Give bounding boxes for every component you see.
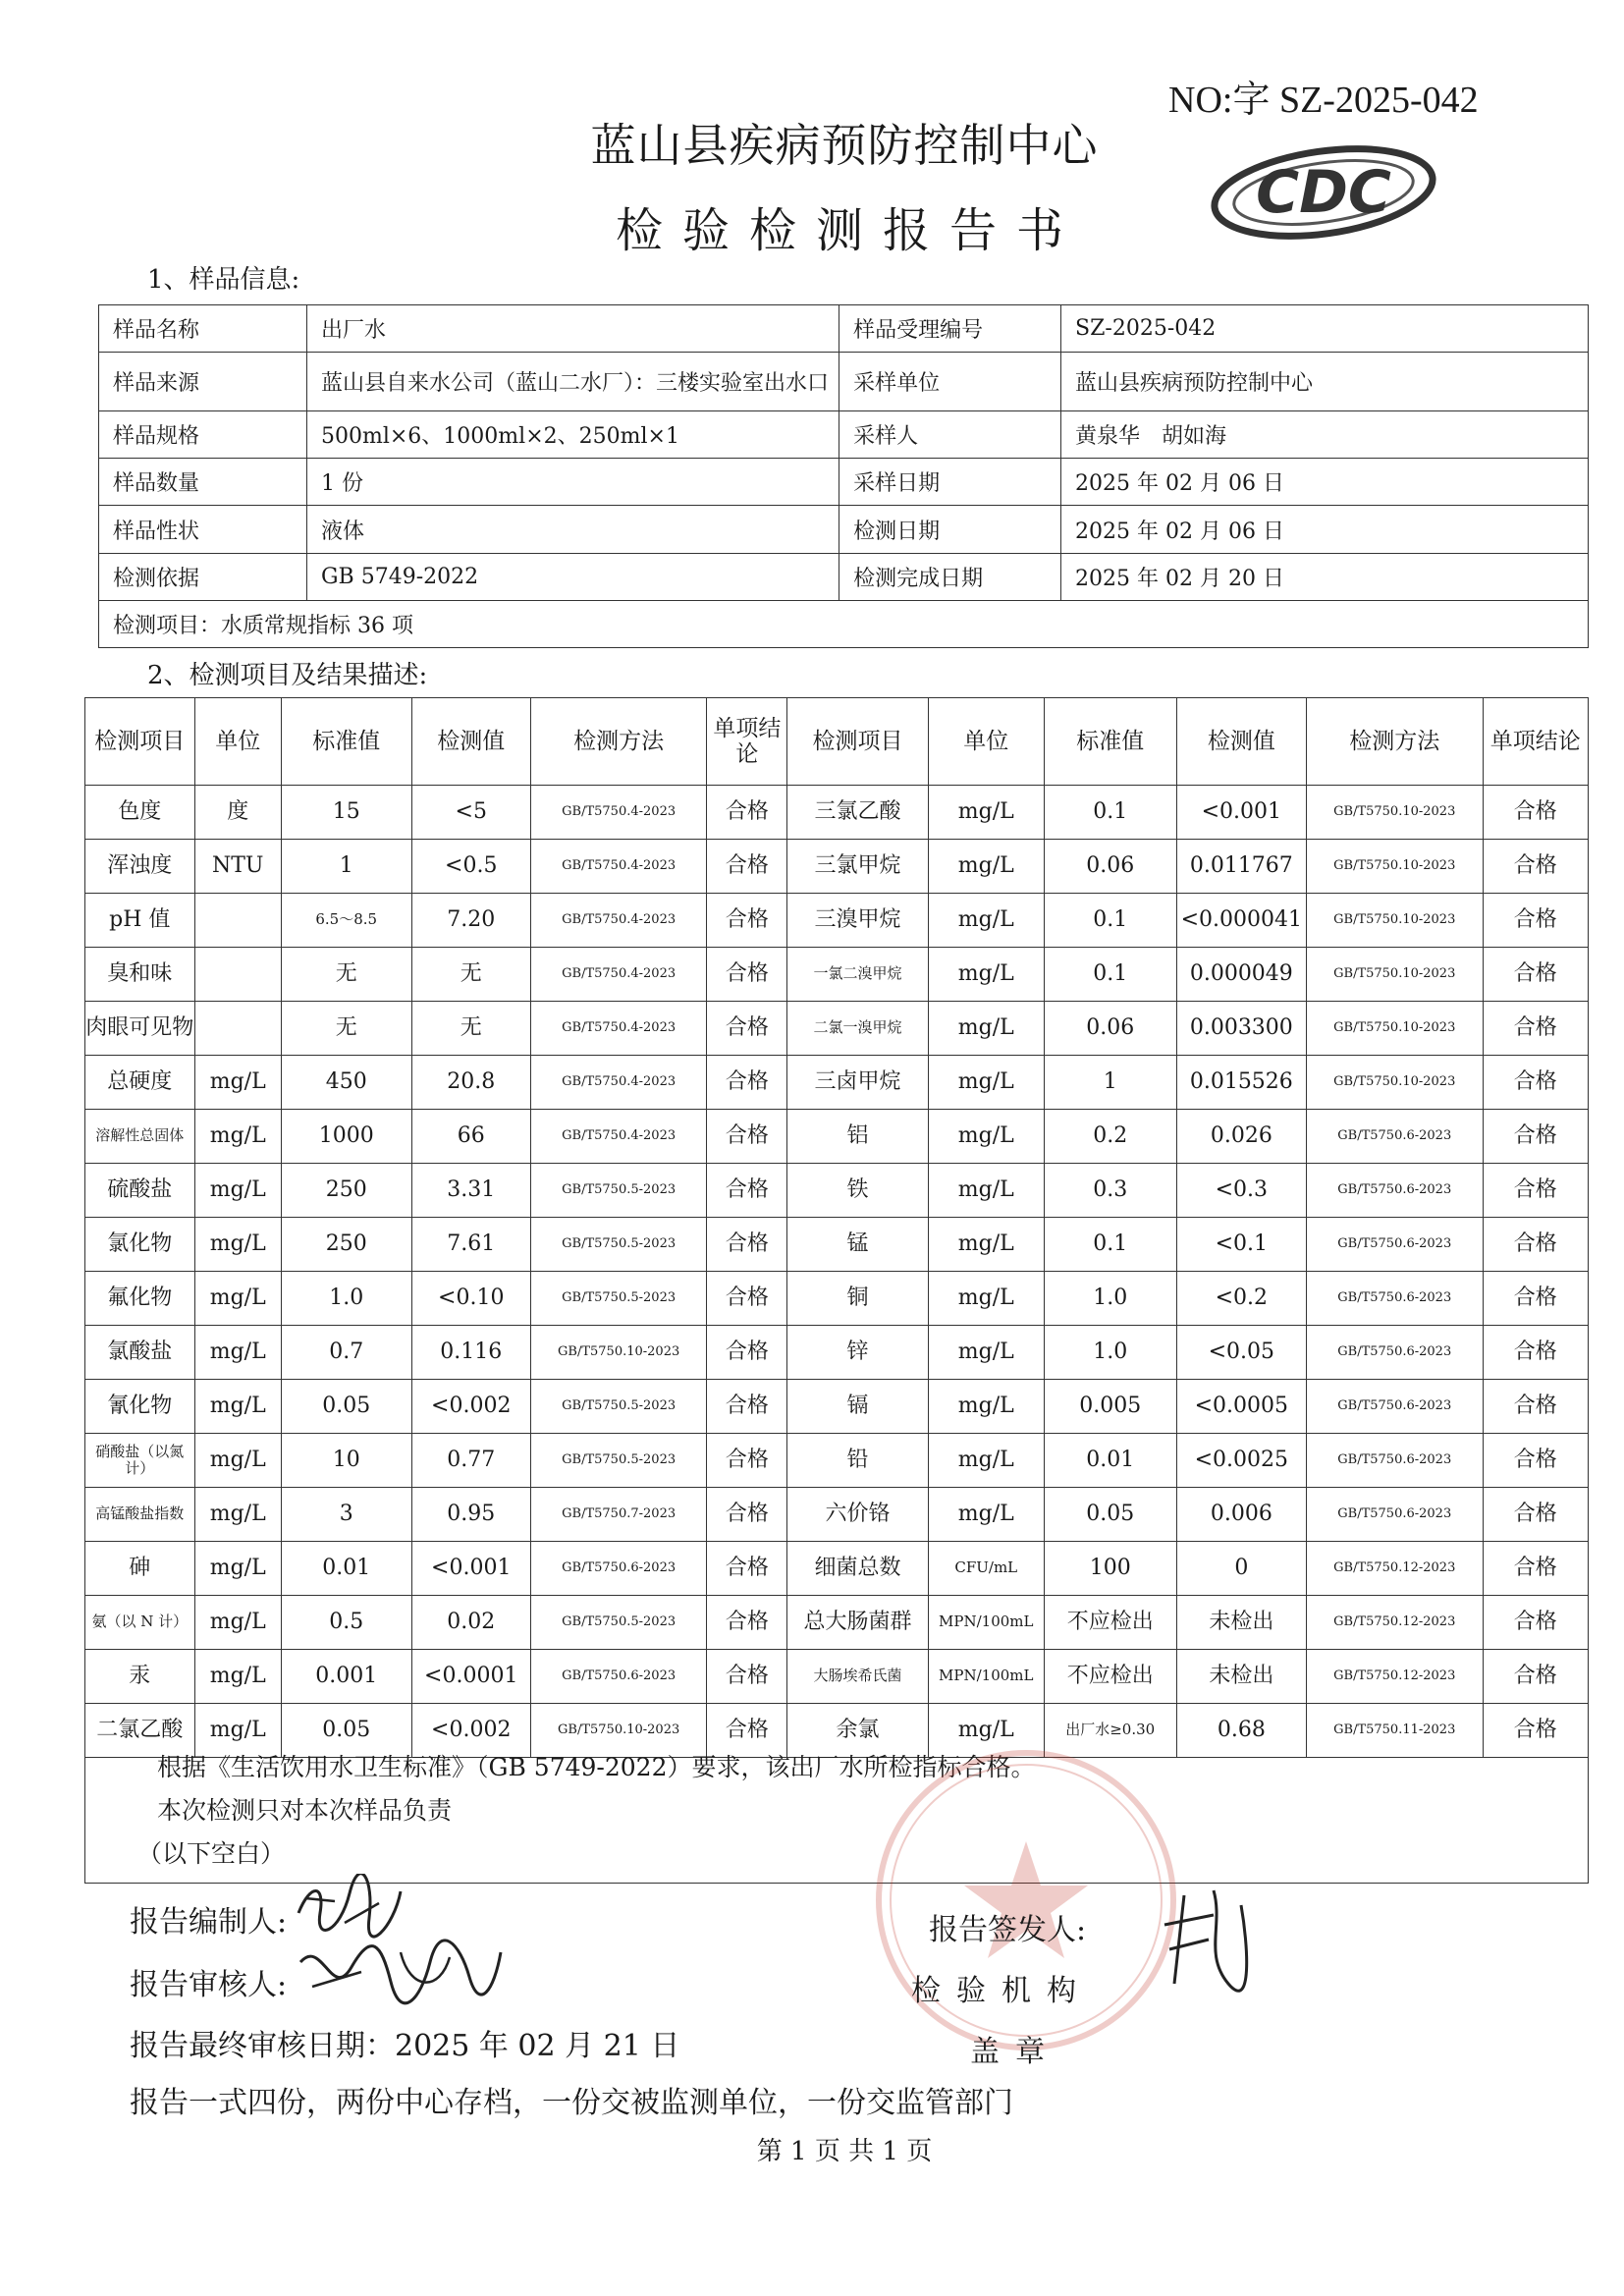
conclusion: 合格 <box>707 1542 787 1596</box>
item-name: 铝 <box>787 1110 928 1164</box>
item-name: 总硬度 <box>85 1056 195 1110</box>
test-method: GB/T5750.11-2023 <box>1306 1704 1483 1758</box>
standard-value: 0.01 <box>281 1542 411 1596</box>
unit: mg/L <box>928 1164 1044 1218</box>
info-value: 500ml×6、1000ml×2、250ml×1 <box>306 411 839 459</box>
measured-value: <0.002 <box>411 1704 530 1758</box>
column-header: 标准值 <box>281 698 411 786</box>
measured-value: 未检出 <box>1176 1596 1306 1650</box>
conclusion: 合格 <box>707 1650 787 1704</box>
info-label: 检测依据 <box>99 553 307 600</box>
unit: mg/L <box>194 1326 281 1380</box>
conclusion: 合格 <box>707 1272 787 1326</box>
standard-value: 450 <box>281 1056 411 1110</box>
table-row <box>85 948 1589 1002</box>
conclusion: 合格 <box>707 1488 787 1542</box>
conclusion: 合格 <box>1483 1488 1588 1542</box>
measured-value: 7.20 <box>411 894 530 948</box>
conclusion: 合格 <box>1483 948 1588 1002</box>
item-name: 三氯甲烷 <box>787 840 928 894</box>
item-name: 铜 <box>787 1272 928 1326</box>
item-name: 细菌总数 <box>787 1542 928 1596</box>
item-name: 锰 <box>787 1218 928 1272</box>
item-name: 氰化物 <box>85 1380 195 1434</box>
test-items-summary: 检测项目：水质常规指标 36 项 <box>99 600 1589 647</box>
issuer-signature <box>1155 1886 1253 1994</box>
info-value: 出厂水 <box>306 305 839 353</box>
table-row <box>85 1650 1589 1704</box>
test-method: GB/T5750.10-2023 <box>530 1326 707 1380</box>
standard-value: 0.1 <box>1044 894 1176 948</box>
unit: mg/L <box>194 1704 281 1758</box>
test-method: GB/T5750.12-2023 <box>1306 1596 1483 1650</box>
unit: CFU/mL <box>928 1542 1044 1596</box>
conclusion: 合格 <box>707 1056 787 1110</box>
info-value: 1 份 <box>306 459 839 506</box>
conclusion: 合格 <box>707 1704 787 1758</box>
conclusion: 合格 <box>707 786 787 840</box>
test-method: GB/T5750.6-2023 <box>1306 1218 1483 1272</box>
unit: mg/L <box>194 1164 281 1218</box>
standard-value: 1 <box>1044 1056 1176 1110</box>
measured-value: <0.05 <box>1176 1326 1306 1380</box>
info-label: 采样单位 <box>839 353 1061 411</box>
test-method: GB/T5750.5-2023 <box>530 1272 707 1326</box>
unit: mg/L <box>194 1272 281 1326</box>
test-method: GB/T5750.10-2023 <box>1306 840 1483 894</box>
item-name: 氯化物 <box>85 1218 195 1272</box>
table-row <box>85 1110 1589 1164</box>
info-label: 样品数量 <box>99 459 307 506</box>
measured-value: 0 <box>1176 1542 1306 1596</box>
conclusion: 合格 <box>1483 1542 1588 1596</box>
test-method: GB/T5750.12-2023 <box>1306 1542 1483 1596</box>
measured-value: 无 <box>411 948 530 1002</box>
standard-value: 1.0 <box>1044 1272 1176 1326</box>
test-method: GB/T5750.4-2023 <box>530 948 707 1002</box>
item-name: 砷 <box>85 1542 195 1596</box>
table-row <box>85 840 1589 894</box>
measured-value: 0.68 <box>1176 1704 1306 1758</box>
unit: mg/L <box>928 1434 1044 1488</box>
test-method: GB/T5750.6-2023 <box>1306 1164 1483 1218</box>
conclusion: 合格 <box>707 1164 787 1218</box>
test-method: GB/T5750.5-2023 <box>530 1596 707 1650</box>
measured-value: 0.003300 <box>1176 1002 1306 1056</box>
conclusion: 合格 <box>1483 1326 1588 1380</box>
unit: mg/L <box>928 1110 1044 1164</box>
unit: 度 <box>194 786 281 840</box>
measured-value: 7.61 <box>411 1218 530 1272</box>
item-name: 氨（以 N 计） <box>85 1596 195 1650</box>
standard-value: 0.05 <box>1044 1488 1176 1542</box>
measured-value: 3.31 <box>411 1164 530 1218</box>
unit <box>194 894 281 948</box>
column-header: 单位 <box>928 698 1044 786</box>
test-method: GB/T5750.10-2023 <box>1306 1002 1483 1056</box>
unit <box>194 1002 281 1056</box>
unit: mg/L <box>194 1110 281 1164</box>
info-value: 2025 年 02 月 06 日 <box>1061 459 1589 506</box>
test-method: GB/T5750.10-2023 <box>530 1704 707 1758</box>
item-name: 三氯乙酸 <box>787 786 928 840</box>
standard-value: 3 <box>281 1488 411 1542</box>
unit <box>194 948 281 1002</box>
unit: mg/L <box>928 1218 1044 1272</box>
standard-value: 10 <box>281 1434 411 1488</box>
measured-value: <0.0025 <box>1176 1434 1306 1488</box>
unit: mg/L <box>194 1488 281 1542</box>
table-row <box>85 1434 1589 1488</box>
measured-value: 0.011767 <box>1176 840 1306 894</box>
standard-value: 250 <box>281 1218 411 1272</box>
standard-value: 0.5 <box>281 1596 411 1650</box>
measured-value: <0.10 <box>411 1272 530 1326</box>
measured-value: <0.1 <box>1176 1218 1306 1272</box>
test-method: GB/T5750.7-2023 <box>530 1488 707 1542</box>
table-row <box>85 1380 1589 1434</box>
test-method: GB/T5750.6-2023 <box>1306 1110 1483 1164</box>
measured-value: <0.0001 <box>411 1650 530 1704</box>
column-header: 标准值 <box>1044 698 1176 786</box>
column-header: 单项结论 <box>1483 698 1588 786</box>
conclusion: 合格 <box>1483 1218 1588 1272</box>
unit: mg/L <box>928 840 1044 894</box>
standard-value: 0.2 <box>1044 1110 1176 1164</box>
column-header: 检测值 <box>411 698 530 786</box>
info-label: 样品名称 <box>99 305 307 353</box>
standard-value: 0.01 <box>1044 1434 1176 1488</box>
column-header: 检测值 <box>1176 698 1306 786</box>
conclusion: 合格 <box>1483 1002 1588 1056</box>
test-method: GB/T5750.6-2023 <box>530 1542 707 1596</box>
item-name: 硫酸盐 <box>85 1164 195 1218</box>
standard-value: 100 <box>1044 1542 1176 1596</box>
item-name: 色度 <box>85 786 195 840</box>
table-row <box>85 786 1589 840</box>
info-value: SZ-2025-042 <box>1061 305 1589 353</box>
page-number: 第 1 页 共 1 页 <box>756 2137 933 2166</box>
item-name: 浑浊度 <box>85 840 195 894</box>
unit: mg/L <box>928 894 1044 948</box>
info-label: 采样日期 <box>839 459 1061 506</box>
standard-value: 250 <box>281 1164 411 1218</box>
item-name: 氯酸盐 <box>85 1326 195 1380</box>
table-row <box>85 1272 1589 1326</box>
info-label: 采样人 <box>839 411 1061 459</box>
measured-value: 未检出 <box>1176 1650 1306 1704</box>
conclusion: 合格 <box>1483 1434 1588 1488</box>
column-header: 检测方法 <box>530 698 707 786</box>
item-name: 一氯二溴甲烷 <box>787 948 928 1002</box>
item-name: 溶解性总固体 <box>85 1110 195 1164</box>
item-name: 铅 <box>787 1434 928 1488</box>
conclusion: 合格 <box>1483 1164 1588 1218</box>
test-method: GB/T5750.4-2023 <box>530 1110 707 1164</box>
item-name: 锌 <box>787 1326 928 1380</box>
measured-value: 0.000049 <box>1176 948 1306 1002</box>
item-name: 氟化物 <box>85 1272 195 1326</box>
measured-value: 无 <box>411 1002 530 1056</box>
standard-value: 1000 <box>281 1110 411 1164</box>
measured-value: 0.116 <box>411 1326 530 1380</box>
sample-info-row <box>99 353 1589 411</box>
reviewer-signature <box>293 1933 509 2011</box>
standard-value: 出厂水≥0.30 <box>1044 1704 1176 1758</box>
table-row <box>85 894 1589 948</box>
test-method: GB/T5750.6-2023 <box>1306 1488 1483 1542</box>
cdc-logo <box>1206 136 1441 244</box>
column-header: 单项结论 <box>707 698 787 786</box>
standard-value: 1 <box>281 840 411 894</box>
measured-value: 0.006 <box>1176 1488 1306 1542</box>
unit: mg/L <box>928 1704 1044 1758</box>
measured-value: <0.001 <box>1176 786 1306 840</box>
info-value: 液体 <box>306 506 839 553</box>
table-row <box>85 1596 1589 1650</box>
test-method: GB/T5750.4-2023 <box>530 840 707 894</box>
standard-value: 不应检出 <box>1044 1650 1176 1704</box>
unit: MPN/100mL <box>928 1596 1044 1650</box>
organization-name: 蓝山县疾病预防控制中心 <box>590 119 1099 172</box>
item-name: 二氯乙酸 <box>85 1704 195 1758</box>
blank-below-note: （以下空白） <box>137 1839 286 1868</box>
conclusion-text: 根据《生活饮用水卫生标准》（GB 5749-2022）要求，该出厂水所检指标合格。 <box>157 1753 1036 1781</box>
item-name: pH 值 <box>85 894 195 948</box>
table-row <box>85 1542 1589 1596</box>
standard-value: 0.06 <box>1044 1002 1176 1056</box>
item-name: 臭和味 <box>85 948 195 1002</box>
item-name: 肉眼可见物 <box>85 1002 195 1056</box>
unit: mg/L <box>928 1380 1044 1434</box>
conclusion: 合格 <box>707 948 787 1002</box>
measured-value: 0.015526 <box>1176 1056 1306 1110</box>
sample-info-row <box>99 459 1589 506</box>
table-row <box>85 1218 1589 1272</box>
standard-value: 0.1 <box>1044 1218 1176 1272</box>
info-value: 蓝山县疾病预防控制中心 <box>1061 353 1589 411</box>
unit: mg/L <box>194 1650 281 1704</box>
standard-value: 0.005 <box>1044 1380 1176 1434</box>
measured-value: <0.002 <box>411 1380 530 1434</box>
conclusion: 合格 <box>1483 1650 1588 1704</box>
standard-value: 0.05 <box>281 1380 411 1434</box>
test-method: GB/T5750.10-2023 <box>1306 786 1483 840</box>
column-header: 单位 <box>194 698 281 786</box>
unit: mg/L <box>928 1326 1044 1380</box>
standard-value: 0.06 <box>1044 840 1176 894</box>
info-label: 样品规格 <box>99 411 307 459</box>
info-label: 样品性状 <box>99 506 307 553</box>
info-label: 检测完成日期 <box>839 553 1061 600</box>
item-name: 总大肠菌群 <box>787 1596 928 1650</box>
conclusion: 合格 <box>707 1110 787 1164</box>
conclusion: 合格 <box>707 1326 787 1380</box>
measured-value: <0.5 <box>411 840 530 894</box>
conclusion: 合格 <box>1483 1056 1588 1110</box>
standard-value: 0.05 <box>281 1704 411 1758</box>
test-method: GB/T5750.10-2023 <box>1306 1056 1483 1110</box>
conclusion: 合格 <box>707 840 787 894</box>
table-row <box>85 1056 1589 1110</box>
conclusion: 合格 <box>1483 840 1588 894</box>
test-method: GB/T5750.4-2023 <box>530 894 707 948</box>
conclusion: 合格 <box>707 894 787 948</box>
sample-info-row <box>99 506 1589 553</box>
test-method: GB/T5750.6-2023 <box>1306 1272 1483 1326</box>
item-name: 铁 <box>787 1164 928 1218</box>
standard-value: 0.7 <box>281 1326 411 1380</box>
official-seal-stamp <box>864 1738 1188 2062</box>
column-header: 检测项目 <box>85 698 195 786</box>
unit: mg/L <box>194 1380 281 1434</box>
item-name: 汞 <box>85 1650 195 1704</box>
item-name: 镉 <box>787 1380 928 1434</box>
item-name: 大肠埃希氏菌 <box>787 1650 928 1704</box>
standard-value: 1.0 <box>1044 1326 1176 1380</box>
conclusion: 合格 <box>1483 1272 1588 1326</box>
test-method: GB/T5750.5-2023 <box>530 1380 707 1434</box>
measured-value: <0.001 <box>411 1542 530 1596</box>
table-row <box>85 1488 1589 1542</box>
sample-info-table <box>98 304 1589 648</box>
info-value: 蓝山县自来水公司（蓝山二水厂）：三楼实验室出水口 <box>306 353 839 411</box>
measured-value: <0.0005 <box>1176 1380 1306 1434</box>
measured-value: 0.95 <box>411 1488 530 1542</box>
test-method: GB/T5750.12-2023 <box>1306 1650 1483 1704</box>
standard-value: 0.1 <box>1044 948 1176 1002</box>
conclusion: 合格 <box>707 1596 787 1650</box>
conclusion: 合格 <box>1483 1704 1588 1758</box>
test-method: GB/T5750.4-2023 <box>530 786 707 840</box>
conclusion: 合格 <box>1483 1596 1588 1650</box>
sample-info-row <box>99 553 1589 600</box>
test-method: GB/T5750.10-2023 <box>1306 894 1483 948</box>
sample-info-row <box>99 305 1589 353</box>
test-method: GB/T5750.10-2023 <box>1306 948 1483 1002</box>
column-header: 检测项目 <box>787 698 928 786</box>
unit: mg/L <box>194 1218 281 1272</box>
standard-value: 6.5～8.5 <box>281 894 411 948</box>
item-name: 硝酸盐（以氮计） <box>85 1434 195 1488</box>
test-method: GB/T5750.4-2023 <box>530 1002 707 1056</box>
conclusion: 合格 <box>707 1218 787 1272</box>
table-row <box>85 1164 1589 1218</box>
item-name: 三卤甲烷 <box>787 1056 928 1110</box>
info-value: 黄泉华 胡如海 <box>1061 411 1589 459</box>
unit: mg/L <box>928 948 1044 1002</box>
info-value: 2025 年 02 月 06 日 <box>1061 506 1589 553</box>
conclusion: 合格 <box>1483 894 1588 948</box>
info-label: 检测日期 <box>839 506 1061 553</box>
conclusion: 合格 <box>707 1380 787 1434</box>
standard-value: 无 <box>281 1002 411 1056</box>
conclusion: 合格 <box>1483 1380 1588 1434</box>
test-method: GB/T5750.5-2023 <box>530 1218 707 1272</box>
info-value: 2025 年 02 月 20 日 <box>1061 553 1589 600</box>
test-method: GB/T5750.5-2023 <box>530 1434 707 1488</box>
test-method: GB/T5750.6-2023 <box>1306 1326 1483 1380</box>
standard-value: 0.3 <box>1044 1164 1176 1218</box>
standard-value: 1.0 <box>281 1272 411 1326</box>
test-method: GB/T5750.6-2023 <box>1306 1434 1483 1488</box>
results-section-title: 2、检测项目及结果描述: <box>147 661 428 690</box>
standard-value: 不应检出 <box>1044 1596 1176 1650</box>
conclusion: 合格 <box>707 1434 787 1488</box>
info-value: GB 5749-2022 <box>306 553 839 600</box>
item-name: 三溴甲烷 <box>787 894 928 948</box>
issuer-label: 报告签发人: <box>929 1913 1087 1947</box>
measured-value: 0.026 <box>1176 1110 1306 1164</box>
responsibility-note: 本次检测只对本次样品负责 <box>157 1796 453 1825</box>
compiler-label: 报告编制人: <box>130 1905 288 1940</box>
unit: MPN/100mL <box>928 1650 1044 1704</box>
sample-info-row <box>99 411 1589 459</box>
unit: mg/L <box>194 1596 281 1650</box>
info-label: 样品来源 <box>99 353 307 411</box>
unit: NTU <box>194 840 281 894</box>
document-number: NO:字 SZ-2025-042 <box>1168 80 1479 121</box>
report-title: 检验检测报告书 <box>615 203 1083 258</box>
unit: mg/L <box>928 786 1044 840</box>
measured-value: <0.2 <box>1176 1272 1306 1326</box>
unit: mg/L <box>928 1488 1044 1542</box>
standard-value: 15 <box>281 786 411 840</box>
unit: mg/L <box>194 1434 281 1488</box>
item-name: 余氯 <box>787 1704 928 1758</box>
measured-value: <0.3 <box>1176 1164 1306 1218</box>
measured-value: 0.77 <box>411 1434 530 1488</box>
measured-value: 66 <box>411 1110 530 1164</box>
cdc-logo-text: CDC <box>1256 158 1391 227</box>
info-label: 样品受理编号 <box>839 305 1061 353</box>
copies-note: 报告一式四份，两份中心存档，一份交被监测单位，一份交监管部门 <box>130 2086 1013 2120</box>
conclusion: 合格 <box>1483 786 1588 840</box>
test-method: GB/T5750.5-2023 <box>530 1164 707 1218</box>
conclusion: 合格 <box>707 1002 787 1056</box>
standard-value: 0.1 <box>1044 786 1176 840</box>
table-row <box>85 1326 1589 1380</box>
item-name: 高锰酸盐指数 <box>85 1488 195 1542</box>
unit: mg/L <box>928 1272 1044 1326</box>
results-table <box>84 697 1589 1758</box>
unit: mg/L <box>194 1542 281 1596</box>
sample-section-title: 1、样品信息: <box>147 265 300 295</box>
conclusion: 合格 <box>1483 1110 1588 1164</box>
final-review-date: 报告最终审核日期：2025 年 02 月 21 日 <box>130 2029 680 2063</box>
unit: mg/L <box>928 1002 1044 1056</box>
measured-value: 0.02 <box>411 1596 530 1650</box>
reviewer-label: 报告审核人: <box>130 1968 288 2002</box>
item-name: 六价铬 <box>787 1488 928 1542</box>
item-name: 二氯一溴甲烷 <box>787 1002 928 1056</box>
measured-value: <5 <box>411 786 530 840</box>
standard-value: 0.001 <box>281 1650 411 1704</box>
inspection-agency-label: 检验机构 <box>911 1974 1092 2008</box>
column-header: 检测方法 <box>1306 698 1483 786</box>
standard-value: 无 <box>281 948 411 1002</box>
unit: mg/L <box>194 1056 281 1110</box>
table-row <box>85 1002 1589 1056</box>
seal-label: 盖章 <box>970 2035 1060 2069</box>
test-method: GB/T5750.4-2023 <box>530 1056 707 1110</box>
unit: mg/L <box>928 1056 1044 1110</box>
measured-value: 20.8 <box>411 1056 530 1110</box>
test-method: GB/T5750.6-2023 <box>1306 1380 1483 1434</box>
measured-value: <0.000041 <box>1176 894 1306 948</box>
test-method: GB/T5750.6-2023 <box>530 1650 707 1704</box>
